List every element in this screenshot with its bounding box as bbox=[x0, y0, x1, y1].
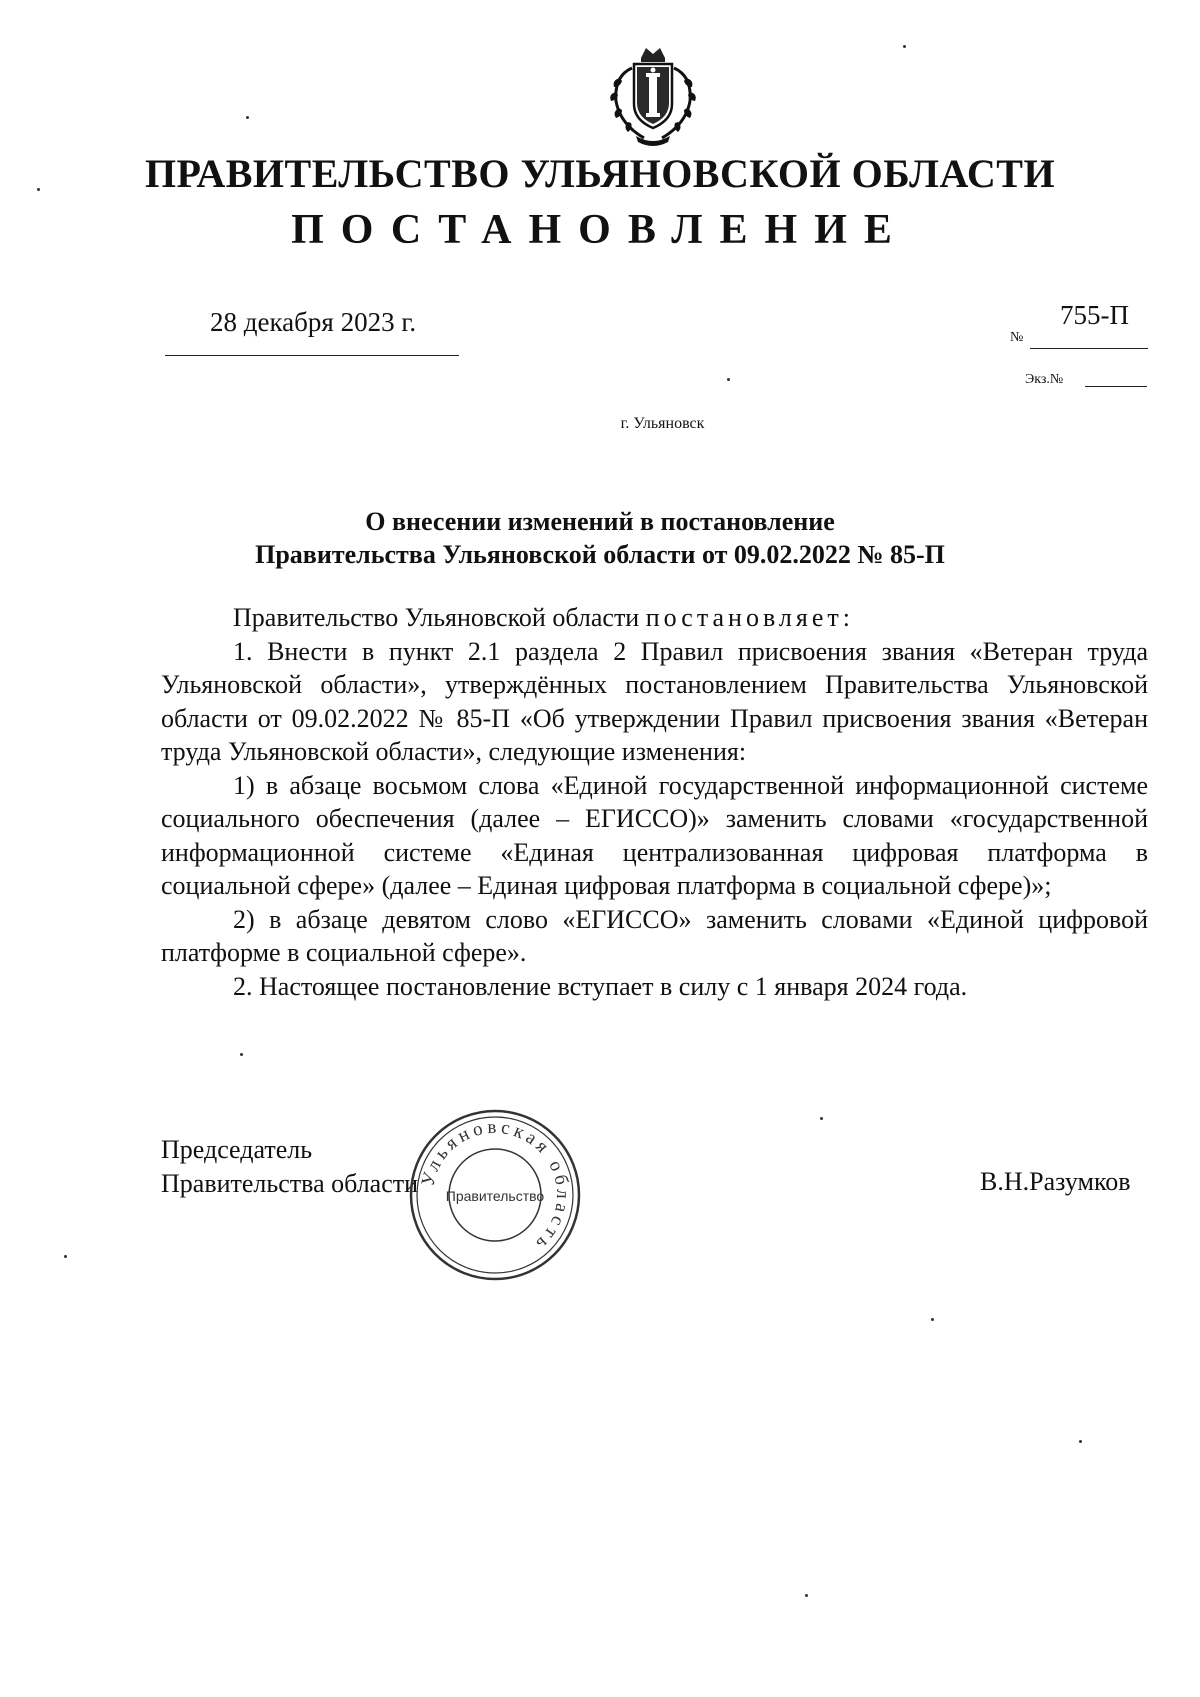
signatory-title bbox=[161, 1133, 418, 1201]
city-name: г. Ульяновск bbox=[620, 415, 705, 432]
scan-speck bbox=[805, 1594, 808, 1597]
government-title: ПРАВИТЕЛЬСТВО УЛЬЯНОВСКОЙ ОБЛАСТИ bbox=[144, 151, 1056, 196]
copy-number-underline bbox=[1085, 386, 1147, 387]
official-stamp bbox=[405, 1105, 585, 1285]
scan-speck bbox=[931, 1318, 934, 1321]
signatory-name: В.Н.Разумков bbox=[980, 1167, 1131, 1196]
paragraph-2: 2. Настоящее постановление вступает в силу с 1 января 2024 года. bbox=[233, 971, 968, 1001]
copy-number-label: Экз.№ bbox=[1025, 372, 1064, 387]
document-subject bbox=[0, 505, 1200, 571]
subject-line-1: О внесении изменений в постановление bbox=[365, 507, 835, 536]
preamble-colon: : bbox=[842, 603, 850, 632]
preamble-lead: Правительство Ульяновской области bbox=[233, 603, 646, 632]
document-number: 755-П bbox=[1060, 300, 1129, 330]
signatory-title-line-1: Председатель bbox=[161, 1135, 313, 1164]
scan-speck bbox=[820, 1117, 823, 1120]
scan-speck bbox=[37, 188, 40, 191]
preamble-verb: постановляет bbox=[645, 603, 843, 632]
stamp-outer-text bbox=[418, 1117, 574, 1257]
paragraph-1: 1. Внести в пункт 2.1 раздела 2 Правил присвоения звания «Ветеран труда Ульяновской области», утверждённых постановлением Правительства Ульяновской области от 09.02.2022 № 85-П «Об утверждении Правил присвоения звания «Ветеран труда Ульяновской области», следующие изменения: bbox=[161, 636, 1148, 766]
number-underline bbox=[1030, 348, 1148, 349]
document-body bbox=[161, 601, 1148, 1003]
scan-speck bbox=[246, 116, 249, 119]
stamp-inner-text: Правительство bbox=[445, 1188, 545, 1204]
subject-line-2: Правительства Ульяновской области от 09.02.2022 № 85-П bbox=[255, 540, 945, 569]
date-underline bbox=[165, 355, 459, 356]
preamble bbox=[161, 601, 1148, 635]
paragraph-1-item-2: 2) в абзаце девятом слово «ЕГИССО» заменить словами «Единой цифровой платформе в социальной сфере». bbox=[161, 904, 1148, 967]
scan-speck bbox=[727, 378, 730, 381]
signatory-title-line-2: Правительства области bbox=[161, 1169, 419, 1198]
document-type-title: ПОСТАНОВЛЕНИЕ bbox=[291, 207, 909, 253]
scan-speck bbox=[903, 45, 906, 48]
scan-speck bbox=[1079, 1440, 1082, 1443]
scan-speck bbox=[64, 1255, 67, 1258]
document-date: 28 декабря 2023 г. bbox=[210, 307, 417, 337]
stamp-outer-text-path: Ульяновская область bbox=[417, 1116, 574, 1257]
paragraph-1-item-1: 1) в абзаце восьмом слова «Единой государственной информационной системе социального обеспечения (далее – ЕГИССО)» заменить словами «государственной информационной системе «Единая централизованная цифровая платформа в социальной сфере» (далее – Единая цифровая платформа в социальной сфере)»; bbox=[161, 770, 1148, 900]
scan-speck bbox=[240, 1053, 243, 1056]
number-label: № bbox=[1010, 330, 1024, 345]
coat-of-arms-emblem bbox=[606, 46, 701, 148]
